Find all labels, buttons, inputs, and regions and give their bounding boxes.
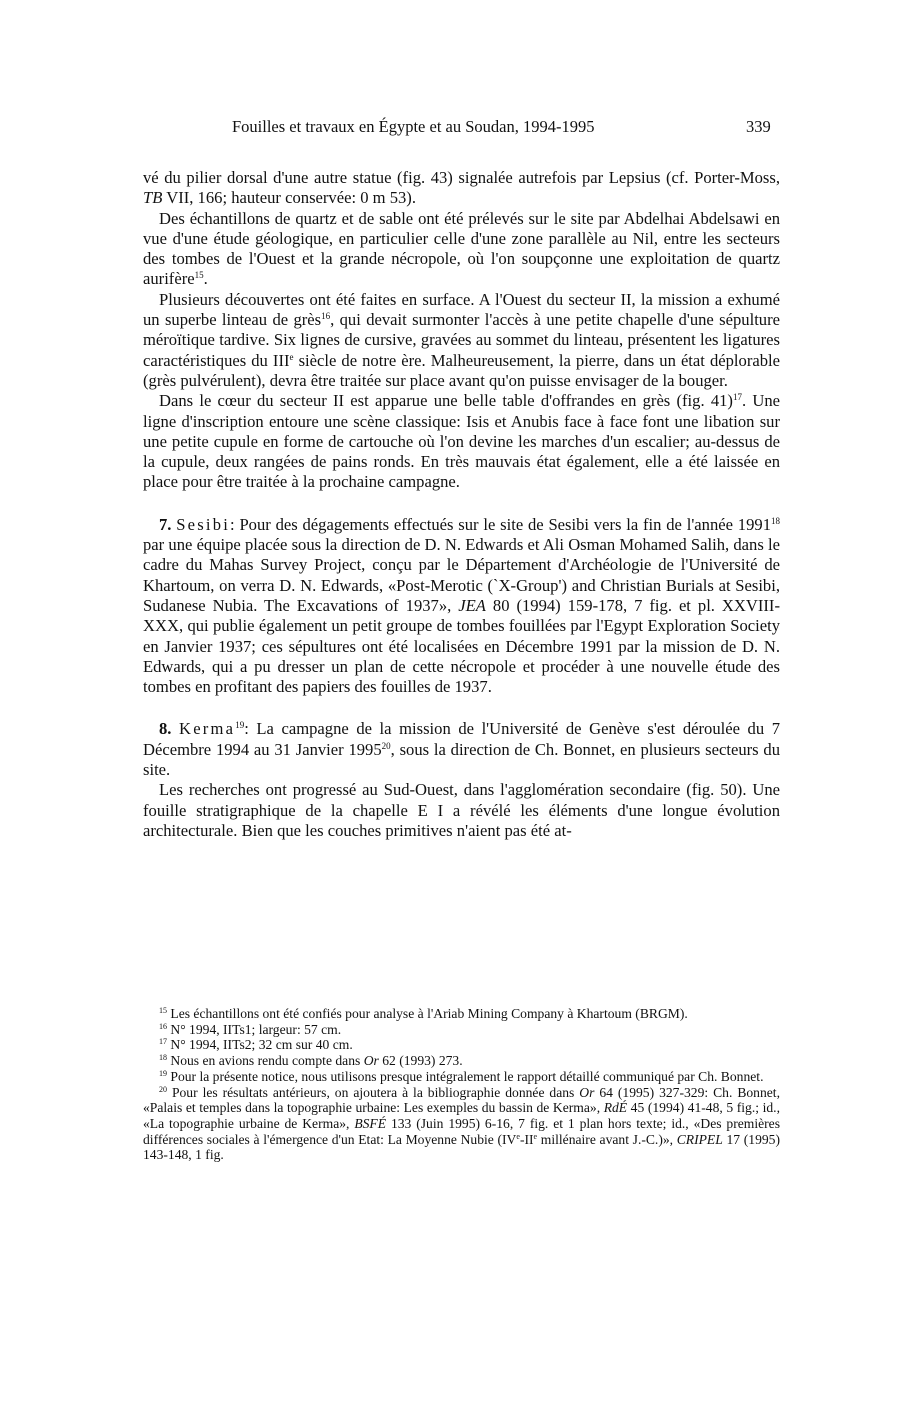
paragraph-southwest-research: Les recherches ont progressé au Sud-Ouest, dans l'agglomération secondaire (fig. 50). Une fouille stratigraphique de la chapelle E I a révélé les éléments d'une longue évolution architecturale. Bien que les couches primitives n'aient pas été at- xyxy=(143,780,780,840)
footnote-ref: 20 xyxy=(381,740,391,751)
footnote-15: $^{15}$ Les échantillons ont été confiés pour analyse à l'Ariab Mining Company à Khartoum (BRGM). xyxy=(159,1006,688,1021)
running-header xyxy=(0,117,906,141)
footnote-20: $^{20}$ Pour les résultats antérieurs, on ajoutera à la bibliographie donnée dans Or 64 (1995) 327-329: Ch. Bonnet, «Palais et temples dans la topographie urbaine: Les exemples du bassin de Kerma», RdÉ 45 (1994) 41-48, 5 fig.; id., «La topographie urbaine de Kerma», BSFÉ 133 (Juin 1995) 6-16, 7 fig. et 1 plan hors texte; id., «Des premières différences sociales à l'émergence d'un Etat: La Moyenne Nubie (IVe-IIe millénaire avant J.-C.)», CRIPEL 17 (1995) 143-148, 1 fig. xyxy=(143,1084,781,1163)
footnote-ref: 16 xyxy=(321,311,331,322)
section-kerma: 8. Kerma$^{19}$: La campagne de la mission de l'Université de Genève s'est déroulée du 7 Décembre 1994 au 31 Janvier 1995$^{20}$, sous la direction de Ch. Bonnet, en plusieurs secteurs du site. xyxy=(143,719,781,780)
footnote-18: $^{18}$ Nous en avions rendu compte dans Or 62 (1993) 273. xyxy=(159,1053,463,1069)
running-title: Fouilles et travaux en Égypte et au Soudan, 1994-1995 xyxy=(232,117,595,136)
section-number: 8. xyxy=(159,719,172,739)
paragraph-surface-discoveries: Plusieurs découvertes ont été faites en surface. A l'Ouest du secteur II, la mission a exhumé un superbe linteau de grès$^{16}$, qui devait surmonter l'accès à une petite chapelle d'une sépulture méroïtique tardive. Six lignes de cursive, gravées au sommet du linteau, présentent les ligatures caractéristiques du IIIe siècle de notre ère. Malheureusement, la pierre, dans un état déplorable (grès pulvérulent), devra être traitée sur place avant qu'on puisse envisager de la bouger. xyxy=(143,289,780,390)
journal-abbrev: JEA xyxy=(458,595,486,615)
journal-abbrev: TB xyxy=(143,188,163,208)
footnote-19: $^{19}$ Pour la présente notice, nous utilisons presque intégralement le rapport détaillé communiqué par Ch. Bonnet. xyxy=(159,1068,764,1084)
section-title: Sesibi xyxy=(176,514,231,534)
section-title: Kerma xyxy=(179,719,236,739)
paragraph-quartz-samples: Des échantillons de quartz et de sable ont été prélevés sur le site par Abdelhai Abdelsawi en vue d'une étude géologique, en particulier celle d'une zone parallèle au Nil, entre les secteurs des tombes de l'Ouest et la grande nécropole, où l'on soupçonne une exploitation de quartz aurifère$^{15}$. xyxy=(143,208,780,289)
footnotes xyxy=(143,1006,780,1163)
footnote-ref: 19 xyxy=(235,720,245,731)
footnote-ref: 17 xyxy=(732,392,742,403)
paragraph-offering-table: Dans le cœur du secteur II est apparue une belle table d'offrandes en grès (fig. 41)$^{17}$. Une ligne d'inscription entoure une scène classique: Isis et Anubis face à face font une libation sur une petite cupule en forme de cartouche où l'on devine les marches d'un escalier; au-dessus de la cupule, deux rangées de pains ronds. En très mauvais état également, elle a été laissée en place pour être traitée à la prochaine campagne. xyxy=(143,391,780,492)
section-sesibi: 7. Sesibi: Pour des dégagements effectués sur le site de Sesibi vers la fin de l'année 1991$^{18}$ par une équipe placée sous la direction de D. N. Edwards et Ali Osman Mohamed Salih, dans le cadre du Mahas Survey Project, conçu par le Département d'Archéologie de l'Université de Khartoum, on verra D. N. Edwards, «Post-Merotic (`X-Group') and Christian Burials at Sesibi, Sudanese Nubia. The Excavations of 1937», JEA 80 (1994) 159-178, 7 fig. et pl. XXVIII-XXX, qui publie également un petit groupe de tombes fouillées par l'Egypt Exploration Society en Janvier 1937; ces sépultures ont été localisées en Décembre 1991 par la mission de D. N. Edwards, qui a pu dresser un plan de cette nécropole et procéder à une nouvelle étude des tombes en profitant des papiers des fouilles de 1937. xyxy=(143,514,780,697)
main-text xyxy=(143,168,780,841)
section-number: 7. xyxy=(159,514,172,534)
footnote-ref: 15 xyxy=(194,270,204,281)
footnote-ref: 18 xyxy=(771,515,780,526)
page-number: 339 xyxy=(746,117,771,136)
paragraph-continuation: vé du pilier dorsal d'une autre statue (fig. 43) signalée autrefois par Lepsius (cf. Porter-Moss, TB VII, 166; hauteur conservée: 0 m 53). xyxy=(143,168,780,208)
footnote-16: $^{16}$ N° 1994, IITs1; largeur: 57 cm. xyxy=(159,1021,342,1037)
footnote-17: $^{17}$ N° 1994, IITs2; 32 cm sur 40 cm. xyxy=(159,1037,353,1053)
